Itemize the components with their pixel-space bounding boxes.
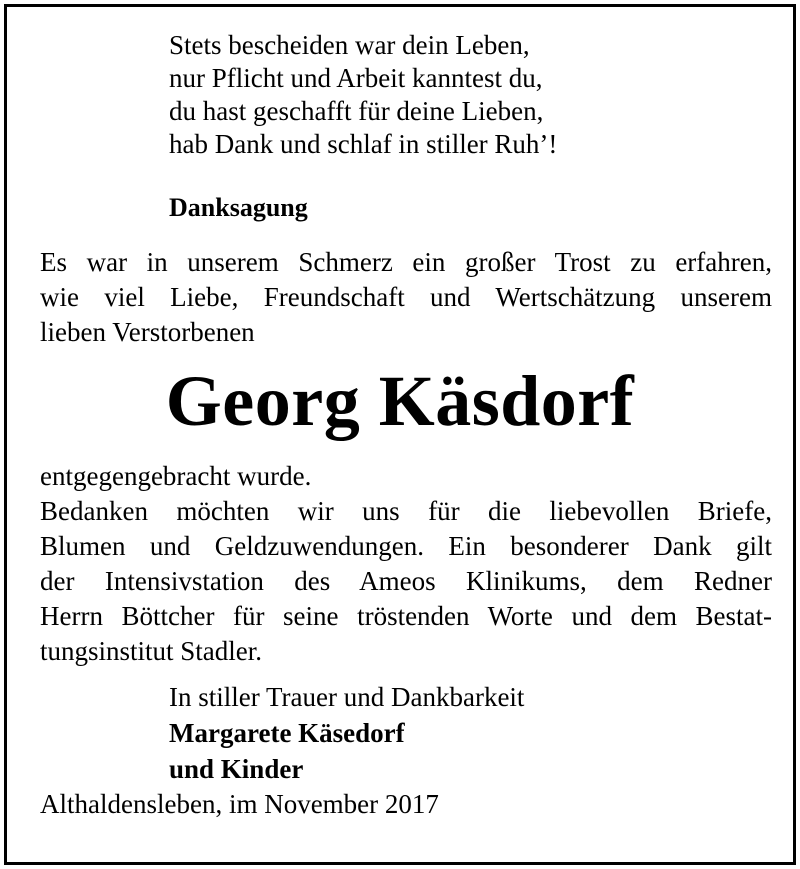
thanks-line: Bedanken möchten wir uns für die liebevollen Briefe, xyxy=(40,496,772,526)
signature-family: und Kinder xyxy=(169,754,304,784)
thanks-line: entgegengebracht wurde. xyxy=(40,461,312,491)
obituary-notice xyxy=(4,4,796,865)
thanks-line: Blumen und Geldzuwendungen. Ein besonderer Dank gilt xyxy=(40,531,772,561)
intro-line: lieben Verstorbenen xyxy=(40,317,255,347)
memorial-verse xyxy=(169,29,557,161)
verse-line: nur Pflicht und Arbeit kanntest du, xyxy=(169,63,543,93)
verse-line: hab Dank und schlaf in stiller Ruh’! xyxy=(169,129,558,159)
thanks-line: Herrn Böttcher für seine tröstenden Worte und dem Bestat- xyxy=(40,601,772,631)
intro-line: wie viel Liebe, Freundschaft und Wertschätzung unserem xyxy=(40,282,772,312)
verse-line: Stets bescheiden war dein Leben, xyxy=(169,30,530,60)
intro-paragraph xyxy=(40,245,772,350)
thanks-paragraph xyxy=(40,459,772,669)
intro-line: Es war in unserem Schmerz ein großer Trost zu erfahren, xyxy=(40,247,772,277)
signature-block xyxy=(169,679,524,787)
signature-name: Margarete Käsedorf xyxy=(169,718,405,748)
notice-heading: Danksagung xyxy=(169,193,308,222)
thanks-line: tungsinstitut Stadler. xyxy=(40,636,263,666)
thanks-line: der Intensivstation des Ameos Klinikums, dem Redner xyxy=(40,566,772,596)
place-date: Althaldensleben, im November 2017 xyxy=(40,789,439,819)
verse-line: du hast geschafft für deine Lieben, xyxy=(169,96,544,126)
deceased-name: Georg Käsdorf xyxy=(165,361,635,441)
signature-closing: In stiller Trauer und Dankbarkeit xyxy=(169,682,525,712)
